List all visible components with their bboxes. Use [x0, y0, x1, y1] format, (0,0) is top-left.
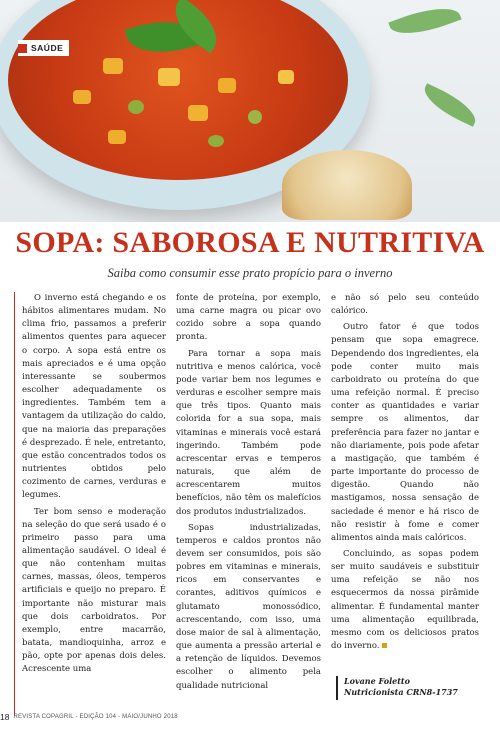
paragraph: Outro fator é que todos pensam que sopa emagrece. Dependendo dos ingredientes, ela pode conter muito mais carboidrato ou proteína do que uma refeição normal. É preciso conter as quantidades e variar sempre os alimentos, dar preferência para fazer no jantar e não diariamente, pois pode afetar a mastigação, que também é parte importante do processo de digestão. Quando não mastigamos, nossa sensação de saciedade é menor e há risco de não resistir à fome e comer alimentos ainda mais calóricos. [331, 322, 479, 543]
page-number: 18 [0, 712, 10, 722]
column-rule [14, 292, 15, 716]
paragraph-last [331, 548, 479, 653]
section-tag [18, 40, 69, 56]
section-label: SAÚDE [31, 43, 64, 53]
paragraph: Sopas industrializadas, temperos e caldos prontos não devem ser consumidos, pois são pobres em vitaminas e minerais, ricos em conservantes e corantes, aditivos químicos e glutamato monossódico, acrescentando, com isso, uma dose maior de sal à alimentação, que aumenta a pressão arterial e a retenção de líquidos. Devemos escolher o alimento pela qualidade nutricional [176, 522, 321, 691]
signature-bar [336, 676, 338, 700]
article-column-1 [22, 292, 166, 680]
author-role: Nutricionista CRN8-1737 [344, 687, 458, 697]
article-column-3 [331, 292, 479, 656]
background-leaf [388, 0, 461, 43]
hero-photo [0, 0, 500, 222]
bread-slice [282, 150, 412, 220]
article-subtitle: Saiba como consumir esse prato propício para o inverno [107, 266, 393, 280]
paragraph: Ter bom senso e moderação na seleção do que será usado é o primeiro passo para uma alimentação saudável. O ideal é que não contenham muitas carnes, massas, óleos, temperos artificiais e queijo no preparo. É importante não misturar mais que dois carboidratos. Por exemplo, entre macarrão, batata, mandioquinha, arroz e pão, opte por apenas dois deles. Acrescente uma [22, 506, 166, 675]
article-column-2 [176, 292, 321, 696]
author-name: Lovane Foletto [344, 676, 410, 686]
paragraph: fonte de proteína, por exemplo, uma carne magra ou picar ovo cozido sobre a sopa quando pronta. [176, 293, 321, 343]
paragraph: O inverno está chegando e os hábitos alimentares mudam. No clima frio, passamos a preferir alimentos quentes para aquecer o corpo. A sopa está entre os mais apreciados e é uma opção interessante se soubermos escolher adequadamente os ingredientes. Também tem a vantagem da utilização do caldo, que na maioria das preparações é desprezado. É nele, entretanto, que estão concentrados todos os nutrientes obtidos pelo cozimento de carnes, verduras e legumes. [22, 293, 166, 501]
paragraph-text: Concluindo, as sopas podem ser muito saudáveis e substituir uma refeição se não nos esquecermos da nossa pirâmide alimentar. É fundamental manter uma alimentação equilibrada, mesmo com os deliciosos pratos do inverno. [331, 548, 479, 652]
background-leaf [419, 83, 482, 126]
footer-text: REVISTA COPAGRIL - EDIÇÃO 104 - MAIO/JUNHO 2018 [13, 714, 178, 720]
author-signature [336, 676, 458, 700]
paragraph: e não só pelo seu conteúdo calórico. [331, 293, 479, 317]
section-marker [18, 44, 27, 53]
article-title: SOPA: SABOROSA E NUTRITIVA [15, 226, 485, 259]
paragraph: Para tornar a sopa mais nutritiva e menos calórica, você pode variar bem nos legumes e verduras e escolher sempre mais que três tipos. Quanto mais colorida for a sua sopa, mais vitaminas e minerais você estará ingerindo. Também pode acrescentar ervas e temperos naturais, que além de acrescentarem muitos benefícios, não têm os malefícios dos produtos industrializados. [176, 348, 321, 517]
page-footer [0, 710, 178, 724]
end-mark-icon [382, 643, 387, 648]
